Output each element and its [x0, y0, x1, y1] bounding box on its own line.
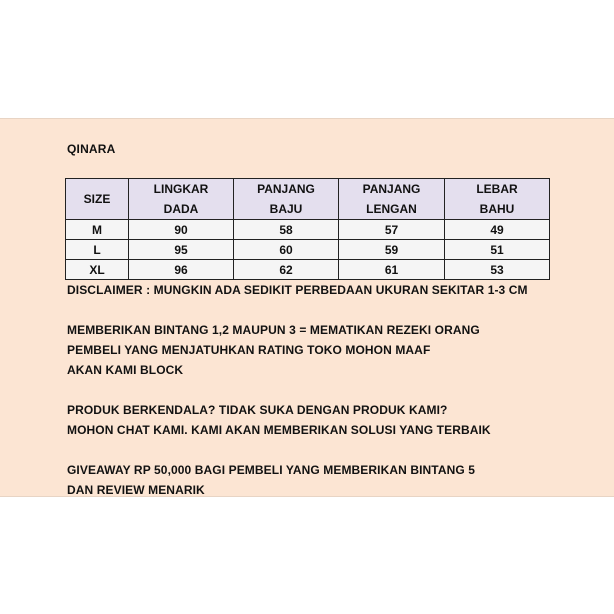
table-row: [66, 220, 550, 240]
cell-lebar-bahu: 49: [445, 220, 550, 240]
size-chart-card: [0, 118, 614, 497]
table-header-row: [66, 179, 550, 220]
size-table: [65, 178, 550, 280]
cell-panjang-lengan: 59: [339, 240, 445, 260]
table-row: [66, 260, 550, 280]
cell-panjang-baju: 58: [234, 220, 339, 240]
header-lingkar-dada: LINGKAR DADA: [129, 179, 234, 220]
disclaimer-text: DISCLAIMER : MUNGKIN ADA SEDIKIT PERBEDAAN UKURAN SEKITAR 1-3 CM: [67, 283, 528, 297]
table-row: [66, 240, 550, 260]
brand-name: QINARA: [67, 142, 116, 156]
cell-panjang-baju: 60: [234, 240, 339, 260]
cell-size: L: [66, 240, 129, 260]
header-panjang-baju: PANJANG BAJU: [234, 179, 339, 220]
cell-lebar-bahu: 51: [445, 240, 550, 260]
cell-lingkar-dada: 95: [129, 240, 234, 260]
cell-panjang-lengan: 57: [339, 220, 445, 240]
cell-lingkar-dada: 96: [129, 260, 234, 280]
header-size: SIZE: [66, 179, 129, 220]
cell-size: M: [66, 220, 129, 240]
cell-panjang-baju: 62: [234, 260, 339, 280]
support-text: PRODUK BERKENDALA? TIDAK SUKA DENGAN PRODUK KAMI? MOHON CHAT KAMI. KAMI AKAN MEMBERIKAN SOLUSI YANG TERBAIK: [67, 403, 491, 437]
header-panjang-lengan: PANJANG LENGAN: [339, 179, 445, 220]
notes-block: [67, 280, 528, 500]
rating-warning-text: MEMBERIKAN BINTANG 1,2 MAUPUN 3 = MEMATIKAN REZEKI ORANG PEMBELI YANG MENJATUHKAN RATING TOKO MOHON MAAF AKAN KAMI BLOCK: [67, 323, 480, 377]
header-lebar-bahu: LEBAR BAHU: [445, 179, 550, 220]
giveaway-text: GIVEAWAY RP 50,000 BAGI PEMBELI YANG MEMBERIKAN BINTANG 5 DAN REVIEW MENARIK: [67, 463, 476, 497]
cell-lingkar-dada: 90: [129, 220, 234, 240]
cell-panjang-lengan: 61: [339, 260, 445, 280]
cell-size: XL: [66, 260, 129, 280]
cell-lebar-bahu: 53: [445, 260, 550, 280]
